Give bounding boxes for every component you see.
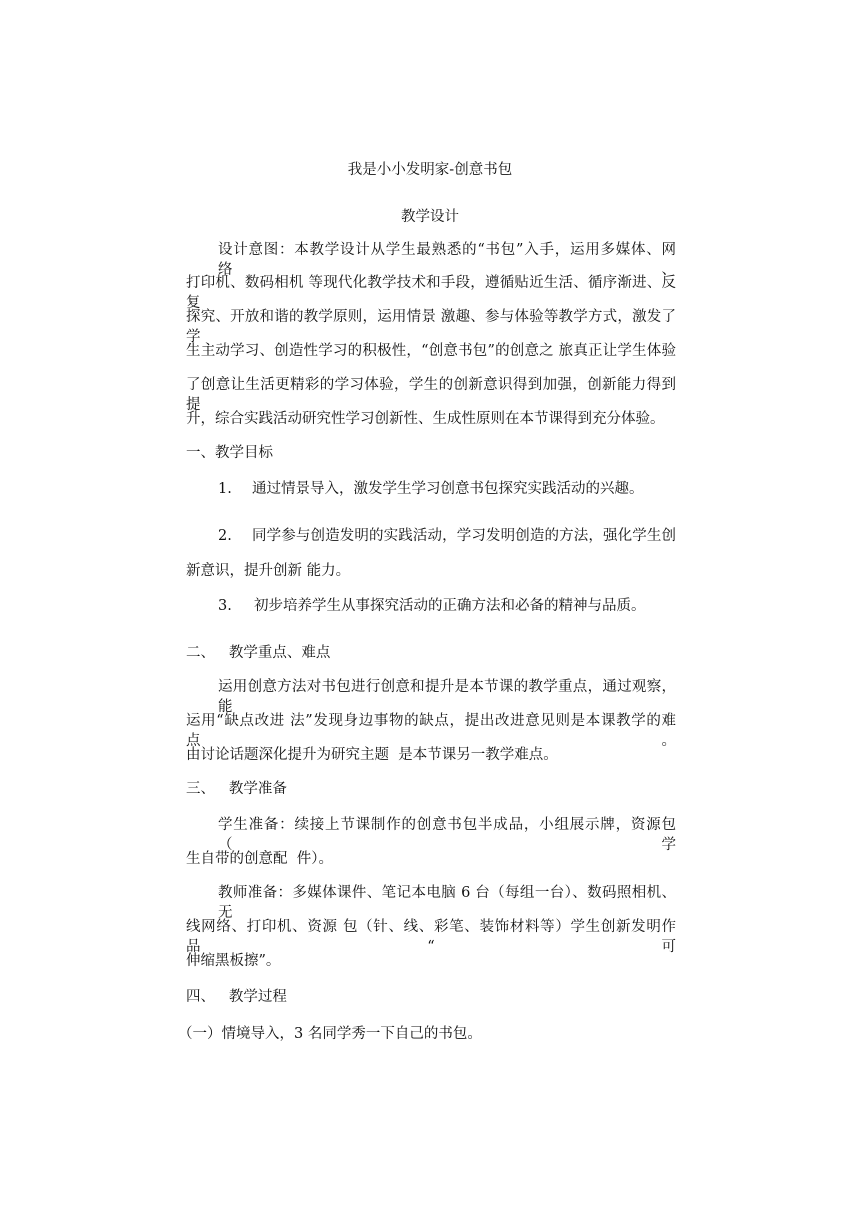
list-number: 2. [218,528,232,544]
paragraph-line: 运用“缺点改进 法”发现身边事物的缺点，提出改进意见则是本课教学的难点。 [186,713,676,749]
paragraph-line: 升，综合实践活动研究性学习创新性、生成性原则在本节课得到充分体验。 [186,411,665,427]
list-text: 初步培养学生从事探究活动的正确方法和必备的精神与品质。 [254,598,646,614]
document-title: 我是小小发明家-创意书包 [347,162,513,178]
list-text: 通过情景导入，激发学生学习创意书包探究实践活动的兴趣。 [252,481,644,497]
paragraph-line: 生主动学习、创造性学习的积极性，“创意书包”的创意之 旅真正让学生体验 [186,343,676,359]
paragraph-line: 运用创意方法对书包进行创意和提升是本节课的教学重点，通过观察，能 [218,679,676,715]
section-heading: 三、 教学准备 [186,781,287,797]
paragraph-line: 教师准备：多媒体课件、笔记本电脑 6 台（每组一台）、数码照相机、无 [218,885,676,921]
paragraph-line: 探究、开放和谐的教学原则，运用情景 激趣、参与体验等教学方式，激发了学 [186,309,676,345]
section-heading: 四、 教学过程 [186,989,287,1005]
document-subtitle: 教学设计 [401,209,459,225]
paragraph-line: 打印机、数码相机 等现代化教学技术和手段，遵循贴近生活、循序渐进、反复 [186,275,676,311]
list-number: 3. [218,598,232,614]
paragraph-line: 生自带的创意配 件）。 [186,851,333,867]
paragraph-line: 设计意图：本教学设计从学生最熟悉的“书包”入手，运用多媒体、网络、 [218,242,676,278]
list-text: 同学参与创造发明的实践活动，学习发明创造的方法，强化学生创 [252,528,676,544]
process-step: （一）情境导入，3 名同学秀一下自己的书包。 [178,1026,482,1042]
section-heading: 二、 教学重点、难点 [186,645,331,661]
paragraph-line: 了创意让生活更精彩的学习体验，学生的创新意识得到加强，创新能力得到 提 [186,377,676,413]
list-text: 新意识，提升创新 能力。 [186,563,351,579]
paragraph-line: 学生准备：续接上节课制作的创意书包半成品，小组展示牌，资源包（学 [218,817,676,853]
paragraph-line: 线网络、打印机、资源 包（针、线、彩笔、装饰材料等）学生创新发明作品“可 [186,919,676,955]
paragraph-line: 由讨论话题深化提升为研究主题 是本节课另一教学难点。 [186,747,558,763]
list-number: 1. [218,481,232,497]
section-heading: 一、教学目标 [186,445,273,461]
paragraph-line: 伸缩黑板擦”。 [186,953,281,969]
